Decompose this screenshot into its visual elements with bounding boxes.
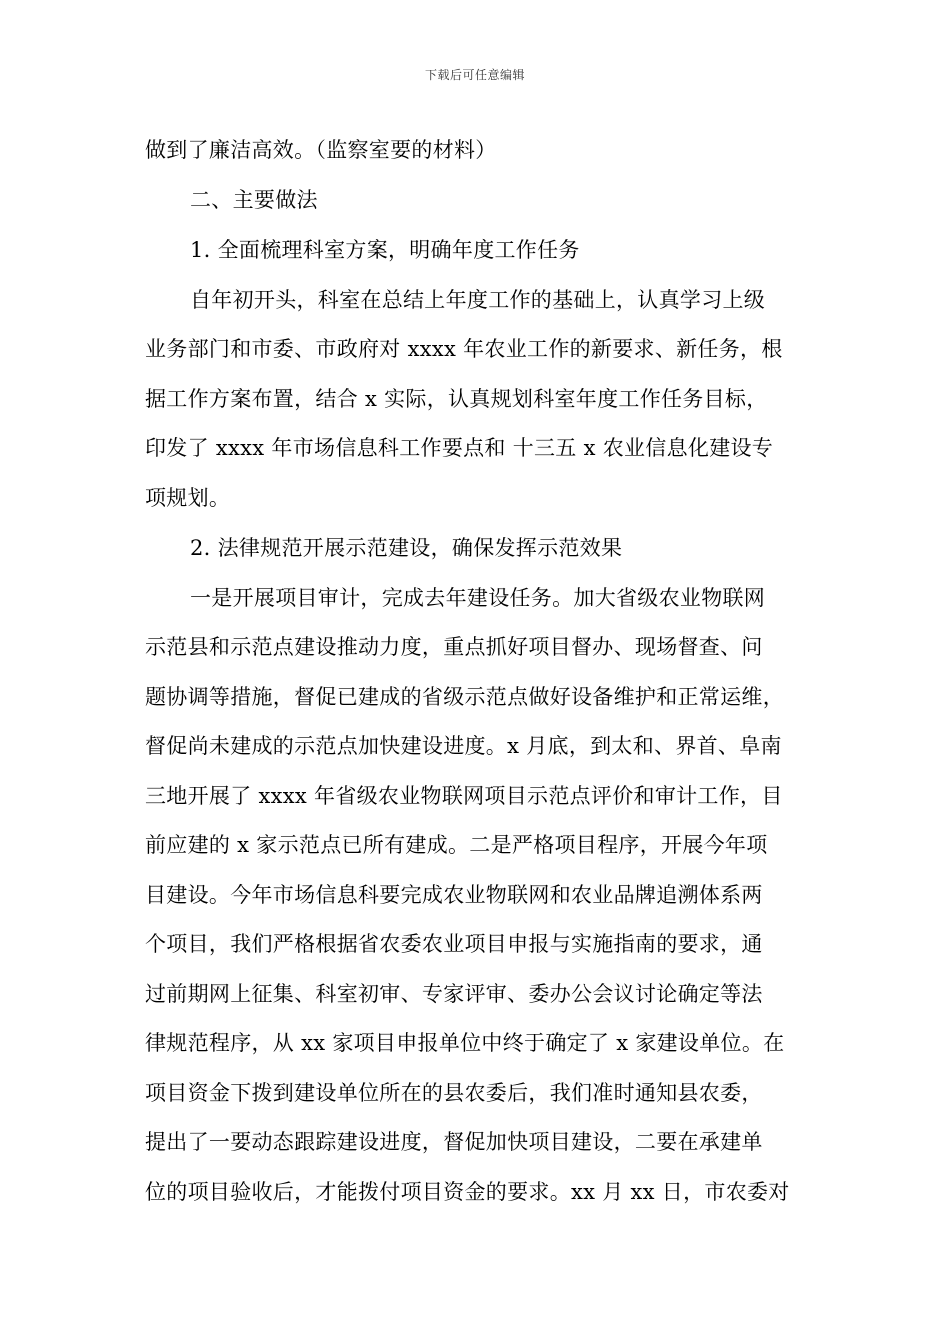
page-header: 下载后可任意编辑: [424, 68, 525, 82]
paragraph-line: 示范县和示范点建设推动力度，重点抓好项目督办、现场督查、问: [145, 635, 763, 659]
paragraph-line: 个项目，我们严格根据省农委农业项目申报与实施指南的要求，通: [145, 932, 763, 956]
paragraph-line: 自年初开头，科室在总结上年度工作的基础上，认真学习上级: [190, 288, 766, 312]
paragraph-line: 过前期网上征集、科室初审、专家评审、委办公会议讨论确定等法: [145, 982, 763, 1006]
paragraph-line: 一是开展项目审计，完成去年建设任务。加大省级农业物联网: [190, 586, 766, 610]
section-heading: 二、主要做法: [190, 188, 318, 212]
paragraph-line: 印发了 xxxx 年市场信息科工作要点和 十三五 x 农业信息化建设专: [145, 436, 774, 460]
subsection-heading: 2. 法律规范开展示范建设，确保发挥示范效果: [190, 536, 623, 560]
paragraph-line: 律规范程序，从 xx 家项目申报单位中终于确定了 x 家建设单位。在: [145, 1031, 785, 1055]
paragraph-line: 位的项目验收后，才能拨付项目资金的要求。xx 月 xx 日，市农委对: [145, 1180, 790, 1204]
paragraph-line: 据工作方案布置，结合 x 实际，认真规划科室年度工作任务目标，: [145, 387, 768, 411]
paragraph-line: 目建设。今年市场信息科要完成农业物联网和农业品牌追溯体系两: [145, 883, 763, 907]
paragraph-line: 项目资金下拨到建设单位所在的县农委后，我们准时通知县农委，: [145, 1081, 763, 1105]
paragraph-line: 做到了廉洁高效。（监察室要的材料）: [145, 138, 497, 162]
paragraph-line: 项规划。: [145, 486, 231, 510]
paragraph-line: 前应建的 x 家示范点已所有建成。二是严格项目程序，开展今年项: [145, 833, 768, 857]
subsection-heading: 1. 全面梳理科室方案，明确年度工作任务: [190, 238, 580, 262]
paragraph-line: 业务部门和市委、市政府对 xxxx 年农业工作的新要求、新任务，根: [145, 337, 783, 361]
paragraph-line: 三地开展了 xxxx 年省级农业物联网项目示范点评价和审计工作，目: [145, 784, 783, 808]
paragraph-line: 题协调等措施，督促已建成的省级示范点做好设备维护和正常运维，: [145, 685, 784, 709]
paragraph-line: 提出了一要动态跟踪建设进度，督促加快项目建设，二要在承建单: [145, 1130, 763, 1154]
paragraph-line: 督促尚未建成的示范点加快建设进度。x 月底，到太和、界首、阜南: [145, 734, 782, 758]
